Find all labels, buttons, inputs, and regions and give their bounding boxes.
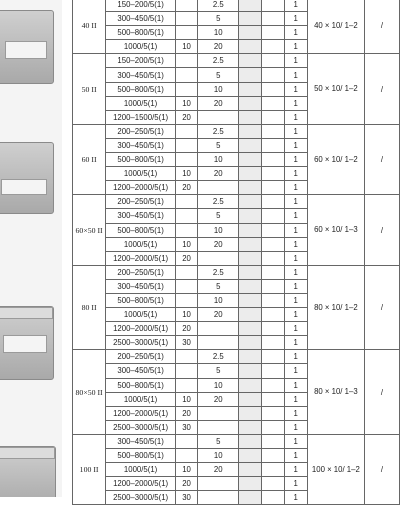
blank-cell [262,153,285,167]
class-value-cell [176,279,198,293]
model-size-label: 40 II [73,0,106,54]
turns-cell: 1 [284,223,307,237]
blank-cell [262,54,285,68]
busbar-size-cell: 40 × 10/ 1–2 [307,0,364,54]
table-row [73,54,400,68]
blank-cell [239,449,262,463]
blank-cell [262,477,285,491]
class-value-cell [176,124,198,138]
ratio-cell: 1000/5(1) [106,308,176,322]
ratio-cell: 1200–2000/5(1) [106,406,176,420]
ratio-cell: 500–800/5(1) [106,378,176,392]
note-cell: / [364,0,399,54]
blank-cell [262,195,285,209]
blank-cell [239,336,262,350]
turns-cell: 1 [284,12,307,26]
class-value-cell: 30 [176,491,198,505]
turns-cell: 1 [284,209,307,223]
transformer-image [0,446,56,497]
turns-cell: 1 [284,406,307,420]
note-cell: / [364,350,399,435]
blank-cell [262,209,285,223]
ratio-cell: 150–200/5(1) [106,0,176,12]
note-cell: / [364,124,399,194]
blank-cell [262,138,285,152]
ratio-cell: 2500–3000/5(1) [106,491,176,505]
blank-cell [262,26,285,40]
blank-cell [262,406,285,420]
class-value-cell [176,209,198,223]
turns-cell: 1 [284,68,307,82]
class-value-cell [176,68,198,82]
capacity-value-cell: 2.5 [198,195,239,209]
model-size-label: 60×50 II [73,195,106,265]
capacity-value-cell [198,251,239,265]
blank-cell [239,68,262,82]
capacity-value-cell [198,181,239,195]
turns-cell: 1 [284,181,307,195]
ratio-cell: 200–250/5(1) [106,124,176,138]
class-value-cell [176,449,198,463]
capacity-value-cell [198,322,239,336]
turns-cell: 1 [284,336,307,350]
transformer-image [0,142,54,214]
blank-cell [262,293,285,307]
capacity-value-cell: 20 [198,40,239,54]
blank-cell [262,96,285,110]
busbar-size-cell: 50 × 10/ 1–2 [307,54,364,124]
model-size-label: 80 II [73,265,106,350]
class-value-cell: 10 [176,392,198,406]
blank-cell [239,223,262,237]
turns-cell: 1 [284,40,307,54]
blank-cell [239,237,262,251]
ratio-cell: 500–800/5(1) [106,82,176,96]
table-row [73,434,400,448]
capacity-value-cell: 10 [198,378,239,392]
blank-cell [262,336,285,350]
turns-cell: 1 [284,364,307,378]
blank-cell [262,378,285,392]
capacity-value-cell: 20 [198,237,239,251]
class-value-cell [176,153,198,167]
capacity-value-cell: 10 [198,82,239,96]
blank-cell [239,26,262,40]
ratio-cell: 1000/5(1) [106,167,176,181]
class-value-cell [176,82,198,96]
blank-cell [239,293,262,307]
class-value-cell: 20 [176,477,198,491]
blank-cell [239,420,262,434]
blank-cell [239,12,262,26]
class-value-cell: 20 [176,251,198,265]
turns-cell: 1 [284,138,307,152]
capacity-value-cell: 10 [198,449,239,463]
turns-cell: 1 [284,54,307,68]
capacity-value-cell: 10 [198,223,239,237]
ratio-cell: 500–800/5(1) [106,449,176,463]
turns-cell: 1 [284,322,307,336]
blank-cell [239,153,262,167]
class-value-cell: 20 [176,322,198,336]
class-value-cell [176,12,198,26]
blank-cell [262,124,285,138]
ratio-cell: 1000/5(1) [106,392,176,406]
capacity-value-cell: 5 [198,364,239,378]
class-value-cell: 30 [176,420,198,434]
blank-cell [262,364,285,378]
blank-cell [262,181,285,195]
class-value-cell: 20 [176,406,198,420]
table-row [73,350,400,364]
blank-cell [262,0,285,12]
blank-cell [239,463,262,477]
ratio-cell: 150–200/5(1) [106,54,176,68]
blank-cell [239,181,262,195]
ratio-cell: 300–450/5(1) [106,209,176,223]
turns-cell: 1 [284,463,307,477]
blank-cell [262,40,285,54]
model-size-label: 50 II [73,54,106,124]
capacity-value-cell: 20 [198,392,239,406]
model-size-label: 100 II [73,434,106,504]
blank-cell [262,265,285,279]
ratio-cell: 500–800/5(1) [106,293,176,307]
turns-cell: 1 [284,308,307,322]
class-value-cell: 10 [176,308,198,322]
blank-cell [262,308,285,322]
class-value-cell [176,195,198,209]
ratio-cell: 1200–2000/5(1) [106,181,176,195]
turns-cell: 1 [284,279,307,293]
blank-cell [239,279,262,293]
blank-cell [239,251,262,265]
blank-cell [239,477,262,491]
ratio-cell: 1000/5(1) [106,463,176,477]
ratio-cell: 300–450/5(1) [106,279,176,293]
class-value-cell [176,265,198,279]
class-value-cell: 10 [176,96,198,110]
busbar-size-cell: 100 × 10/ 1–2 [307,434,364,504]
capacity-value-cell: 5 [198,138,239,152]
class-value-cell [176,350,198,364]
class-value-cell: 20 [176,110,198,124]
turns-cell: 1 [284,26,307,40]
blank-cell [239,0,262,12]
capacity-value-cell: 10 [198,26,239,40]
class-value-cell: 10 [176,40,198,54]
capacity-value-cell [198,336,239,350]
ratio-cell: 2500–3000/5(1) [106,336,176,350]
blank-cell [239,308,262,322]
turns-cell: 1 [284,237,307,251]
turns-cell: 1 [284,350,307,364]
blank-cell [239,265,262,279]
ratio-cell: 300–450/5(1) [106,138,176,152]
class-value-cell [176,434,198,448]
capacity-value-cell [198,477,239,491]
class-value-cell: 10 [176,463,198,477]
busbar-size-cell: 80 × 10/ 1–3 [307,350,364,435]
table-row [73,0,400,12]
blank-cell [262,68,285,82]
blank-cell [239,124,262,138]
blank-cell [239,138,262,152]
class-value-cell: 10 [176,167,198,181]
turns-cell: 1 [284,449,307,463]
turns-cell: 1 [284,82,307,96]
turns-cell: 1 [284,392,307,406]
capacity-value-cell: 5 [198,279,239,293]
ratio-cell: 1000/5(1) [106,40,176,54]
turns-cell: 1 [284,124,307,138]
blank-cell [262,463,285,477]
blank-cell [239,96,262,110]
class-value-cell: 30 [176,336,198,350]
blank-cell [239,434,262,448]
blank-cell [262,167,285,181]
capacity-value-cell: 5 [198,434,239,448]
ratio-cell: 200–250/5(1) [106,195,176,209]
turns-cell: 1 [284,477,307,491]
ratio-cell: 1200–2000/5(1) [106,322,176,336]
capacity-value-cell: 20 [198,308,239,322]
ratio-cell: 1200–2000/5(1) [106,477,176,491]
turns-cell: 1 [284,96,307,110]
turns-cell: 1 [284,0,307,12]
capacity-value-cell: 20 [198,167,239,181]
ratio-cell: 500–800/5(1) [106,223,176,237]
blank-cell [239,54,262,68]
turns-cell: 1 [284,251,307,265]
ratio-cell: 1200–2000/5(1) [106,251,176,265]
blank-cell [239,406,262,420]
turns-cell: 1 [284,293,307,307]
turns-cell: 1 [284,420,307,434]
ratio-cell: 1000/5(1) [106,237,176,251]
product-photo-strip [0,0,62,497]
ratio-cell: 500–800/5(1) [106,26,176,40]
blank-cell [239,167,262,181]
capacity-value-cell: 5 [198,68,239,82]
note-cell: / [364,54,399,124]
turns-cell: 1 [284,195,307,209]
ratio-cell: 1200–1500/5(1) [106,110,176,124]
note-cell: / [364,265,399,350]
blank-cell [239,40,262,54]
class-value-cell [176,0,198,12]
turns-cell: 1 [284,378,307,392]
blank-cell [239,110,262,124]
blank-cell [239,392,262,406]
blank-cell [239,350,262,364]
ratio-cell: 300–450/5(1) [106,434,176,448]
ratio-cell: 300–450/5(1) [106,364,176,378]
busbar-size-cell: 60 × 10/ 1–3 [307,195,364,265]
class-value-cell [176,138,198,152]
turns-cell: 1 [284,110,307,124]
blank-cell [262,491,285,505]
turns-cell: 1 [284,153,307,167]
capacity-value-cell: 2.5 [198,54,239,68]
class-value-cell [176,54,198,68]
blank-cell [262,82,285,96]
capacity-value-cell [198,406,239,420]
blank-cell [262,223,285,237]
model-size-label: 60 II [73,124,106,194]
capacity-value-cell: 2.5 [198,265,239,279]
ratio-cell: 200–250/5(1) [106,350,176,364]
transformer-image [0,306,54,380]
turns-cell: 1 [284,491,307,505]
ratio-cell: 500–800/5(1) [106,153,176,167]
blank-cell [239,378,262,392]
class-value-cell [176,364,198,378]
blank-cell [239,82,262,96]
class-value-cell: 10 [176,237,198,251]
transformer-image [0,10,54,84]
blank-cell [262,392,285,406]
blank-cell [239,322,262,336]
note-cell: / [364,434,399,504]
capacity-value-cell: 10 [198,293,239,307]
blank-cell [239,491,262,505]
ratio-cell: 200–250/5(1) [106,265,176,279]
blank-cell [262,279,285,293]
blank-cell [262,251,285,265]
class-value-cell: 20 [176,181,198,195]
capacity-value-cell: 20 [198,96,239,110]
turns-cell: 1 [284,167,307,181]
capacity-value-cell: 5 [198,209,239,223]
model-size-label: 80×50 II [73,350,106,435]
capacity-value-cell [198,491,239,505]
blank-cell [262,434,285,448]
capacity-value-cell [198,420,239,434]
blank-cell [262,110,285,124]
ratio-cell: 1000/5(1) [106,96,176,110]
blank-cell [262,449,285,463]
capacity-value-cell [198,110,239,124]
blank-cell [262,322,285,336]
capacity-value-cell: 2.5 [198,124,239,138]
capacity-value-cell: 2.5 [198,350,239,364]
blank-cell [239,364,262,378]
blank-cell [239,209,262,223]
ratio-cell: 300–450/5(1) [106,68,176,82]
class-value-cell [176,293,198,307]
ratio-cell: 2500–3000/5(1) [106,420,176,434]
class-value-cell [176,26,198,40]
busbar-size-cell: 80 × 10/ 1–2 [307,265,364,350]
blank-cell [239,195,262,209]
blank-cell [262,350,285,364]
capacity-value-cell: 5 [198,12,239,26]
turns-cell: 1 [284,265,307,279]
class-value-cell [176,223,198,237]
class-value-cell [176,378,198,392]
spec-table [72,0,400,505]
blank-cell [262,12,285,26]
table-row [73,265,400,279]
ratio-cell: 300–450/5(1) [106,12,176,26]
capacity-value-cell: 2.5 [198,0,239,12]
capacity-value-cell: 10 [198,153,239,167]
busbar-size-cell: 60 × 10/ 1–2 [307,124,364,194]
capacity-value-cell: 20 [198,463,239,477]
blank-cell [262,237,285,251]
blank-cell [262,420,285,434]
table-row [73,124,400,138]
turns-cell: 1 [284,434,307,448]
table-row [73,195,400,209]
note-cell: / [364,195,399,265]
